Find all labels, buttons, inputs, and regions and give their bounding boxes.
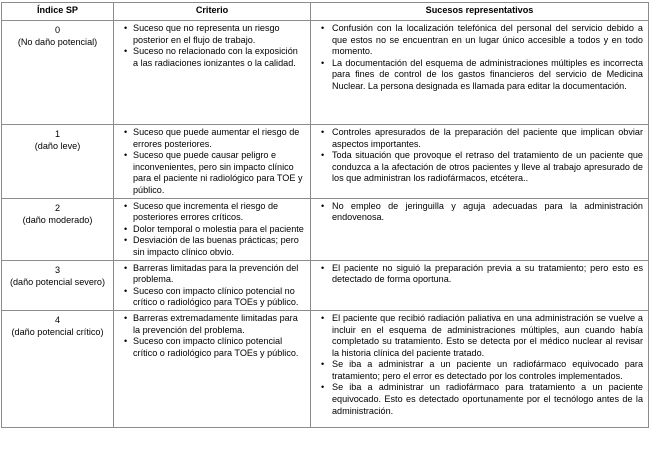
severity-index-table (1, 2, 649, 428)
criteria-cell (114, 310, 311, 427)
index-level: 1 (54, 129, 61, 139)
table-row (2, 260, 649, 310)
criteria-cell (114, 125, 311, 199)
index-cell (2, 310, 114, 427)
table-row (2, 21, 649, 125)
events-cell (311, 125, 649, 199)
table-row (2, 198, 649, 260)
events-cell (311, 260, 649, 310)
criteria-cell (114, 198, 311, 260)
criteria-cell (114, 21, 311, 125)
index-level: 3 (54, 264, 61, 275)
criteria-item: • Dolor temporal o molestia para el paciente (123, 224, 305, 236)
event-item: • Se iba a administrar a un paciente un radiofármaco equivocado para tratamiento; pero el error es detectado por los controles implementados. (320, 359, 643, 382)
index-cell (2, 198, 114, 260)
table-row (2, 125, 649, 199)
criteria-item: • Suceso que puede aumentar el riesgo de errores posteriores. (123, 127, 305, 150)
criteria-item: • Suceso que puede causar peligro e inconvenientes, pero sin impacto clínico para el paciente ni radiológico para TOE y público. (123, 150, 305, 196)
events-cell (311, 21, 649, 125)
event-item: • La documentación del esquema de administraciones múltiples es incorrecta para fines de control de los gastos financieros del servicio de Medicina Nuclear. La persona designada es llamada para editar la documentación. (320, 58, 643, 93)
index-name: (No daño potencial) (17, 37, 98, 47)
index-cell (2, 260, 114, 310)
criteria-item: • Barreras limitadas para la prevención del problema. (123, 263, 305, 286)
index-name: (daño potencial severo) (9, 276, 106, 287)
table-row (2, 310, 649, 427)
index-name: (daño leve) (34, 141, 81, 151)
criteria-item: • Suceso con impacto clínico potencial crítico o radiológico para TOEs y público. (123, 336, 305, 359)
index-level: 0 (54, 25, 61, 35)
index-name: (daño moderado) (22, 214, 93, 225)
criteria-item: • Barreras extremadamente limitadas para la prevención del problema. (123, 313, 305, 336)
events-cell (311, 310, 649, 427)
index-level: 2 (54, 202, 61, 213)
event-item: • Confusión con la localización telefónica del personal del servicio debido a que estos no se encuentran en un lugar único accesible a todos y en todo momento. (320, 23, 643, 58)
event-item: • Controles apresurados de la preparación del paciente que implican obviar aspectos importantes. (320, 127, 643, 150)
index-level: 4 (54, 314, 61, 325)
event-item: • Se iba a administrar un radiofármaco para tratamiento a un paciente equivocado. Esto es detectado oportunamente por el tecnólogo antes de la administración. (320, 382, 643, 417)
event-item: • El paciente que recibió radiación paliativa en una administración se vuelve a incluir en el esquema de administraciones múltiples, aun cuando había completado su tratamiento. Esto se detecta por el médico nuclear al revisar la historia clínica del paciente tratado. (320, 313, 643, 359)
criteria-item: • Suceso no relacionado con la exposición a las radiaciones ionizantes o la calidad. (123, 46, 305, 69)
index-name: (daño potencial crítico) (11, 326, 104, 337)
event-item: • No empleo de jeringuilla y aguja adecuadas para la administración endovenosa. (320, 201, 643, 224)
header-index: Índice SP (2, 3, 114, 21)
header-events: Sucesos representativos (311, 3, 649, 21)
criteria-item: • Suceso con impacto clínico potencial no crítico o radiológico para TOEs y público. (123, 286, 305, 309)
event-item: • Toda situación que provoque el retraso del tratamiento de un paciente que conduzca a la afectación de otros pacientes y lleve al trabajo apresurado de los que administran los radiofármacos, etcétera.. (320, 150, 643, 185)
event-item: • El paciente no siguió la preparación previa a su tratamiento; pero esto es detectado de forma oportuna. (320, 263, 643, 286)
index-cell (2, 21, 114, 125)
criteria-cell (114, 260, 311, 310)
criteria-item: • Suceso que no representa un riesgo posterior en el flujo de trabajo. (123, 23, 305, 46)
index-cell (2, 125, 114, 199)
criteria-item: • Desviación de las buenas prácticas; pero sin impacto clínico obvio. (123, 235, 305, 258)
table-header-row (2, 3, 649, 21)
criteria-item: • Suceso que incrementa el riesgo de posteriores errores críticos. (123, 201, 305, 224)
header-criteria: Criterio (114, 3, 311, 21)
events-cell (311, 198, 649, 260)
